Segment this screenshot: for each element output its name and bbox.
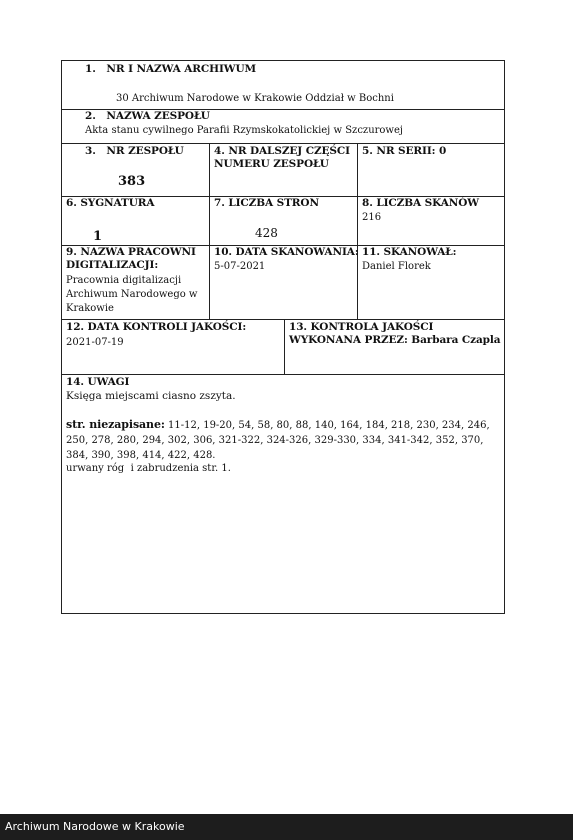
scan-metadata-form	[61, 60, 505, 614]
archive-cell	[62, 61, 504, 110]
blank-pages-label: str. niezapisane:	[66, 418, 165, 431]
blank-pages-list: 11-12, 19-20, 54, 58, 80, 88, 140, 164, 184, 218, 230, 234, 246, 250, 278, 280, 294, 302, 306, 321-322, 324-326, 329-330, 334, 341-342, 352, 370, 384, 390, 398, 414, 422, 428.	[66, 420, 490, 461]
scan-date-value: 5-07-2021	[214, 261, 266, 272]
qc-date-cell	[62, 320, 285, 375]
collection-number-value: 383	[118, 174, 146, 189]
scanned-by-value: Daniel Florek	[362, 261, 431, 272]
next-part-number-cell	[210, 144, 358, 197]
signature-value: 1	[93, 229, 103, 244]
collection-label: 2. NAZWA ZESPOŁU	[85, 110, 210, 122]
page-count-cell	[210, 197, 358, 246]
collection-number-cell	[62, 144, 210, 197]
collection-value: Akta stanu cywilnego Parafii Rzymskokatolickiej w Szczurowej	[85, 125, 404, 136]
scan-date-label: 10. DATA SKANOWANIA:	[214, 246, 359, 258]
qc-date-label: 12. DATA KONTROLI JAKOŚCI:	[66, 321, 247, 333]
remarks-cell	[62, 375, 504, 613]
remarks-line-3: urwany róg i zabrudzenia str. 1.	[66, 463, 231, 474]
collection-number-label: 3. NR ZESPOŁU	[85, 145, 184, 157]
remarks-line-1: Księga miejscami ciasno zszyta.	[66, 390, 236, 402]
digitization-lab-cell	[62, 246, 210, 320]
digitization-lab-label: 9. NAZWA PRACOWNI DIGITALIZACJI:	[66, 246, 196, 271]
digitization-lab-value: Pracownia digitalizacji Archiwum Narodowego w Krakowie	[66, 275, 198, 314]
scan-count-label: 8. LICZBA SKANÓW	[362, 197, 479, 209]
footer-bar	[0, 814, 573, 840]
remarks-label: 14. UWAGI	[66, 376, 130, 388]
scan-date-cell	[210, 246, 358, 320]
series-number-label: 5. NR SERII: 0	[362, 145, 447, 157]
qc-by-cell	[285, 320, 504, 375]
scanned-by-label: 11. SKANOWAŁ:	[362, 246, 457, 258]
collection-cell	[62, 110, 504, 144]
archive-value: 30 Archiwum Narodowe w Krakowie Oddział w Bochni	[116, 93, 394, 104]
series-number-cell	[358, 144, 504, 197]
archive-label: 1. NR I NAZWA ARCHIWUM	[85, 63, 257, 75]
page-count-value: 428	[255, 226, 278, 240]
scanned-by-cell	[358, 246, 504, 320]
scan-count-value: 216	[362, 212, 382, 223]
remarks-blank-pages	[66, 418, 500, 463]
qc-date-value: 2021-07-19	[66, 337, 124, 348]
page-count-label: 7. LICZBA STRON	[214, 197, 319, 209]
signature-cell	[62, 197, 210, 246]
signature-label: 6. SYGNATURA	[66, 197, 155, 209]
next-part-number-label: 4. NR DALSZEJ CZĘŚCI NUMERU ZESPOŁU	[214, 145, 350, 170]
footer-text: Archiwum Narodowe w Krakowie	[5, 820, 185, 833]
scan-count-cell	[358, 197, 504, 246]
qc-by-label: 13. KONTROLA JAKOŚCI WYKONANA PRZEZ: Barbara Czapla	[289, 321, 501, 346]
